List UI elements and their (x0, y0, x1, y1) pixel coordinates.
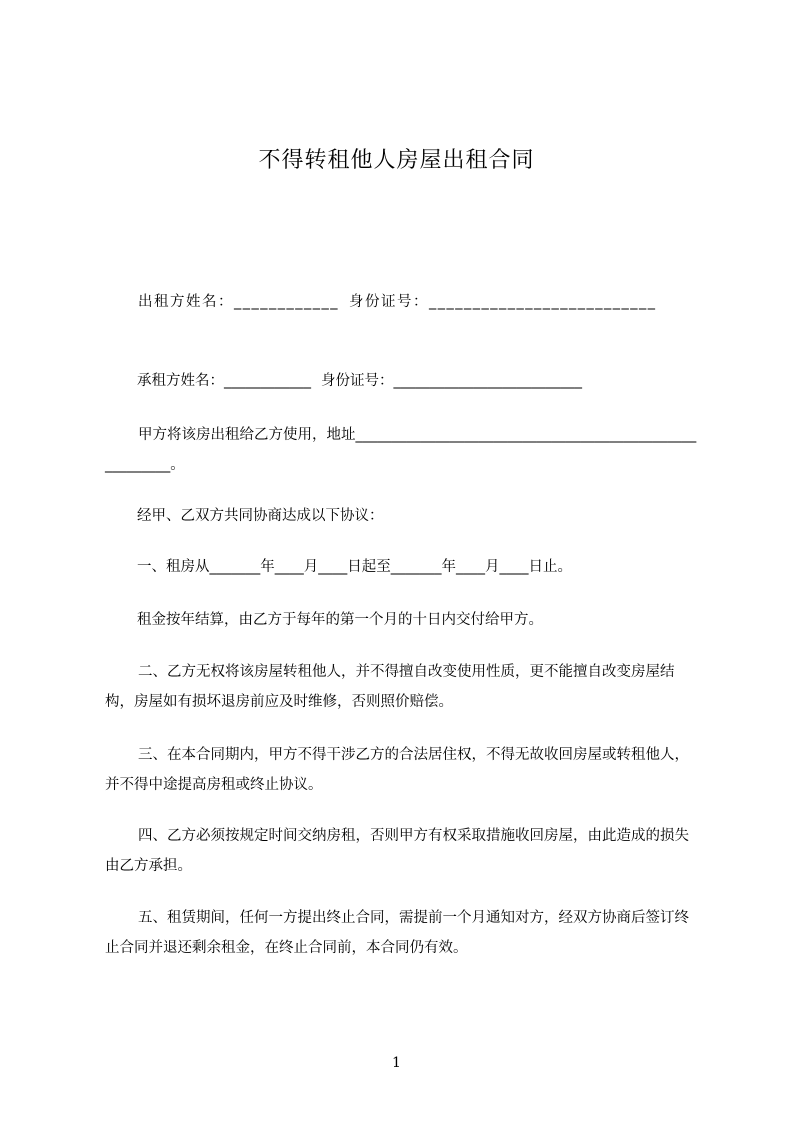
lessor-id-label: 身份证号： (349, 294, 429, 310)
lessor-line (138, 292, 738, 312)
clause-3-lessor-obligations: 三、在本合同期内，甲方不得干涉乙方的合法居住权，不得无故收回房屋或转租他人，并不得中途提高房租或终止协议。 (105, 747, 689, 793)
lessor-id-blank: __________________________ (429, 294, 657, 310)
lessee-id-blank: __________________________ (393, 373, 582, 389)
lessor-name-label: 出租方姓名： (138, 294, 234, 310)
lessee-name-label: 承租方姓名： (137, 373, 224, 389)
lessee-name-blank: ____________ (224, 373, 311, 389)
page-number: 1 (392, 1055, 401, 1071)
clause-4-rent-due: 四、乙方必须按规定时间交纳房租，否则甲方有权采取措施收回房屋，由此造成的损失由乙方承担。 (105, 828, 689, 874)
document-title: 不得转租他人房屋出租合同 (258, 148, 535, 173)
rent-payment-clause: 租金按年结算，由乙方于每年的第一个月的十日内交付给甲方。 (137, 612, 543, 628)
lessee-line (137, 371, 737, 391)
lessor-name-blank: ____________ (234, 294, 339, 310)
clause-5-termination: 五、租赁期间，任何一方提出终止合同，需提前一个月通知对方，经双方协商后签订终止合同并退还剩余租金，在终止合同前，本合同仍有效。 (105, 910, 689, 956)
clause-2-no-sublet: 二、乙方无权将该房屋转租他人，并不得擅自改变使用性质，更不能擅自改变房屋结构，房屋如有损坏退房前应及时维修，否则照价赔偿。 (105, 664, 675, 710)
address-clause: 甲方将该房出租给乙方使用，地址________________________________________________________。 (105, 427, 697, 473)
agreement-intro: 经甲、乙双方共同协商达成以下协议： (137, 508, 384, 524)
lessee-id-label: 身份证号： (321, 373, 394, 389)
clause-1-lease-term: 一、租房从_______年____月____日起至_______年____月____日止。 (137, 559, 572, 575)
